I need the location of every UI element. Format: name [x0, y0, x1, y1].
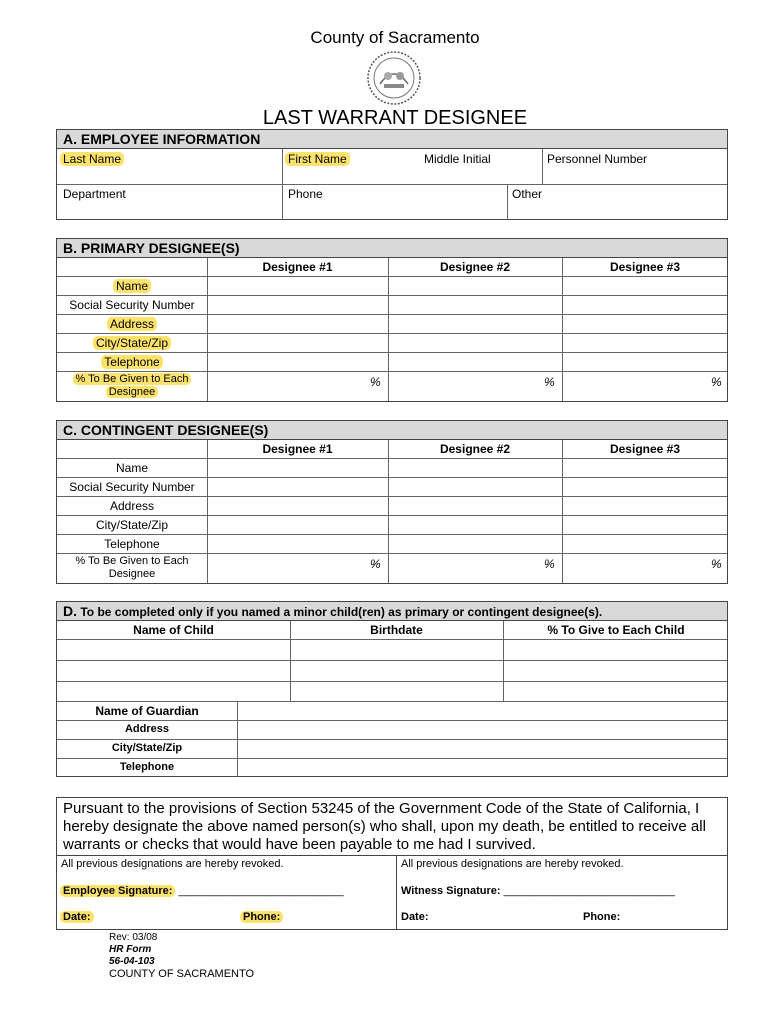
- footer-number: 56-04-103: [109, 956, 155, 967]
- section-b-title: B. PRIMARY DESIGNEE(S): [57, 239, 727, 258]
- page-title: LAST WARRANT DESIGNEE: [262, 107, 528, 129]
- section-b: [56, 238, 728, 402]
- last-name-label: Last Name: [60, 152, 124, 166]
- section-a-title: A. EMPLOYEE INFORMATION: [57, 130, 727, 149]
- d-col-pct: % To Give to Each Child: [547, 623, 685, 637]
- other-label: Other: [512, 187, 543, 201]
- witness-phone-label: Phone:: [583, 911, 621, 923]
- d-col-child: Name of Child: [133, 623, 214, 637]
- witness-date-label: Date:: [401, 911, 429, 923]
- footer-form: HR Form: [109, 944, 152, 955]
- b-pct-1: %: [370, 375, 381, 389]
- middle-initial-label: Middle Initial: [424, 152, 491, 166]
- county-seal-icon: [366, 50, 422, 106]
- c-pct-3: %: [711, 557, 722, 571]
- b-row-name: Name: [113, 279, 151, 293]
- section-d-text: To be completed only if you named a minor child(ren) as primary or contingent designee(s).: [80, 605, 603, 619]
- declaration-text: Pursuant to the provisions of Section 53245 of the Government Code of the State of California, I hereby designate the above named person(s) who shall, upon my death, be entitled to receive all warrants or checks that would have been payable to me had I survived.: [63, 800, 706, 853]
- revoked-left: All previous designations are hereby revoked.: [61, 858, 284, 870]
- section-d-letter: D.: [63, 603, 77, 619]
- c-row-ssn: Social Security Number: [69, 480, 195, 494]
- d-guardian-address: Address: [124, 723, 170, 735]
- b-pct-2: %: [544, 375, 555, 389]
- employee-signature-label: Employee Signature:: [60, 885, 175, 897]
- department-label: Department: [63, 187, 126, 201]
- employee-signature-line[interactable]: ___________________________: [178, 885, 344, 897]
- b-col-1: Designee #1: [262, 260, 333, 274]
- county-name: County of Sacramento: [310, 28, 480, 47]
- d-guardian-name: Name of Guardian: [95, 704, 199, 718]
- c-row-city: City/State/Zip: [95, 518, 169, 532]
- section-a: [56, 129, 728, 220]
- b-row-pct-1: % To Be Given to Each: [73, 373, 192, 385]
- c-col-2: Designee #2: [439, 442, 511, 456]
- c-col-3: Designee #3: [609, 442, 681, 456]
- d-col-birthdate: Birthdate: [370, 623, 423, 637]
- first-name-label: First Name: [285, 152, 350, 166]
- revoked-right: All previous designations are hereby revoked.: [401, 858, 624, 870]
- employee-date-label: Date:: [60, 911, 94, 923]
- d-guardian-telephone: Telephone: [119, 761, 175, 773]
- witness-signature-label: Witness Signature:: [401, 885, 501, 897]
- section-d: [56, 601, 728, 777]
- section-c: [56, 420, 728, 584]
- b-row-city: City/State/Zip: [93, 336, 171, 350]
- b-col-3: Designee #3: [609, 260, 681, 274]
- section-c-title: C. CONTINGENT DESIGNEE(S): [57, 421, 727, 440]
- b-row-telephone: Telephone: [101, 355, 162, 369]
- c-pct-1: %: [370, 557, 381, 571]
- c-pct-2: %: [544, 557, 555, 571]
- b-row-pct-2: Designee: [106, 386, 158, 398]
- employee-phone-label: Phone:: [240, 911, 283, 923]
- b-pct-3: %: [711, 375, 722, 389]
- phone-label: Phone: [288, 187, 323, 201]
- declaration-box: [56, 797, 728, 930]
- footer-rev: Rev: 03/08: [109, 932, 158, 943]
- b-col-2: Designee #2: [439, 260, 511, 274]
- section-d-title: [57, 602, 727, 621]
- footer-county: COUNTY OF SACRAMENTO: [109, 968, 255, 980]
- c-row-pct-1: % To Be Given to Each: [75, 555, 189, 567]
- d-guardian-city: City/State/Zip: [111, 742, 183, 754]
- witness-signature-line[interactable]: ____________________________: [503, 885, 675, 897]
- c-col-1: Designee #1: [262, 442, 333, 456]
- c-row-pct-2: Designee: [108, 568, 156, 580]
- c-row-telephone: Telephone: [104, 537, 160, 551]
- personnel-number-label: Personnel Number: [547, 152, 648, 166]
- b-row-address: Address: [107, 317, 157, 331]
- b-row-ssn: Social Security Number: [69, 298, 195, 312]
- c-row-address: Address: [109, 499, 155, 513]
- c-row-name: Name: [115, 461, 148, 475]
